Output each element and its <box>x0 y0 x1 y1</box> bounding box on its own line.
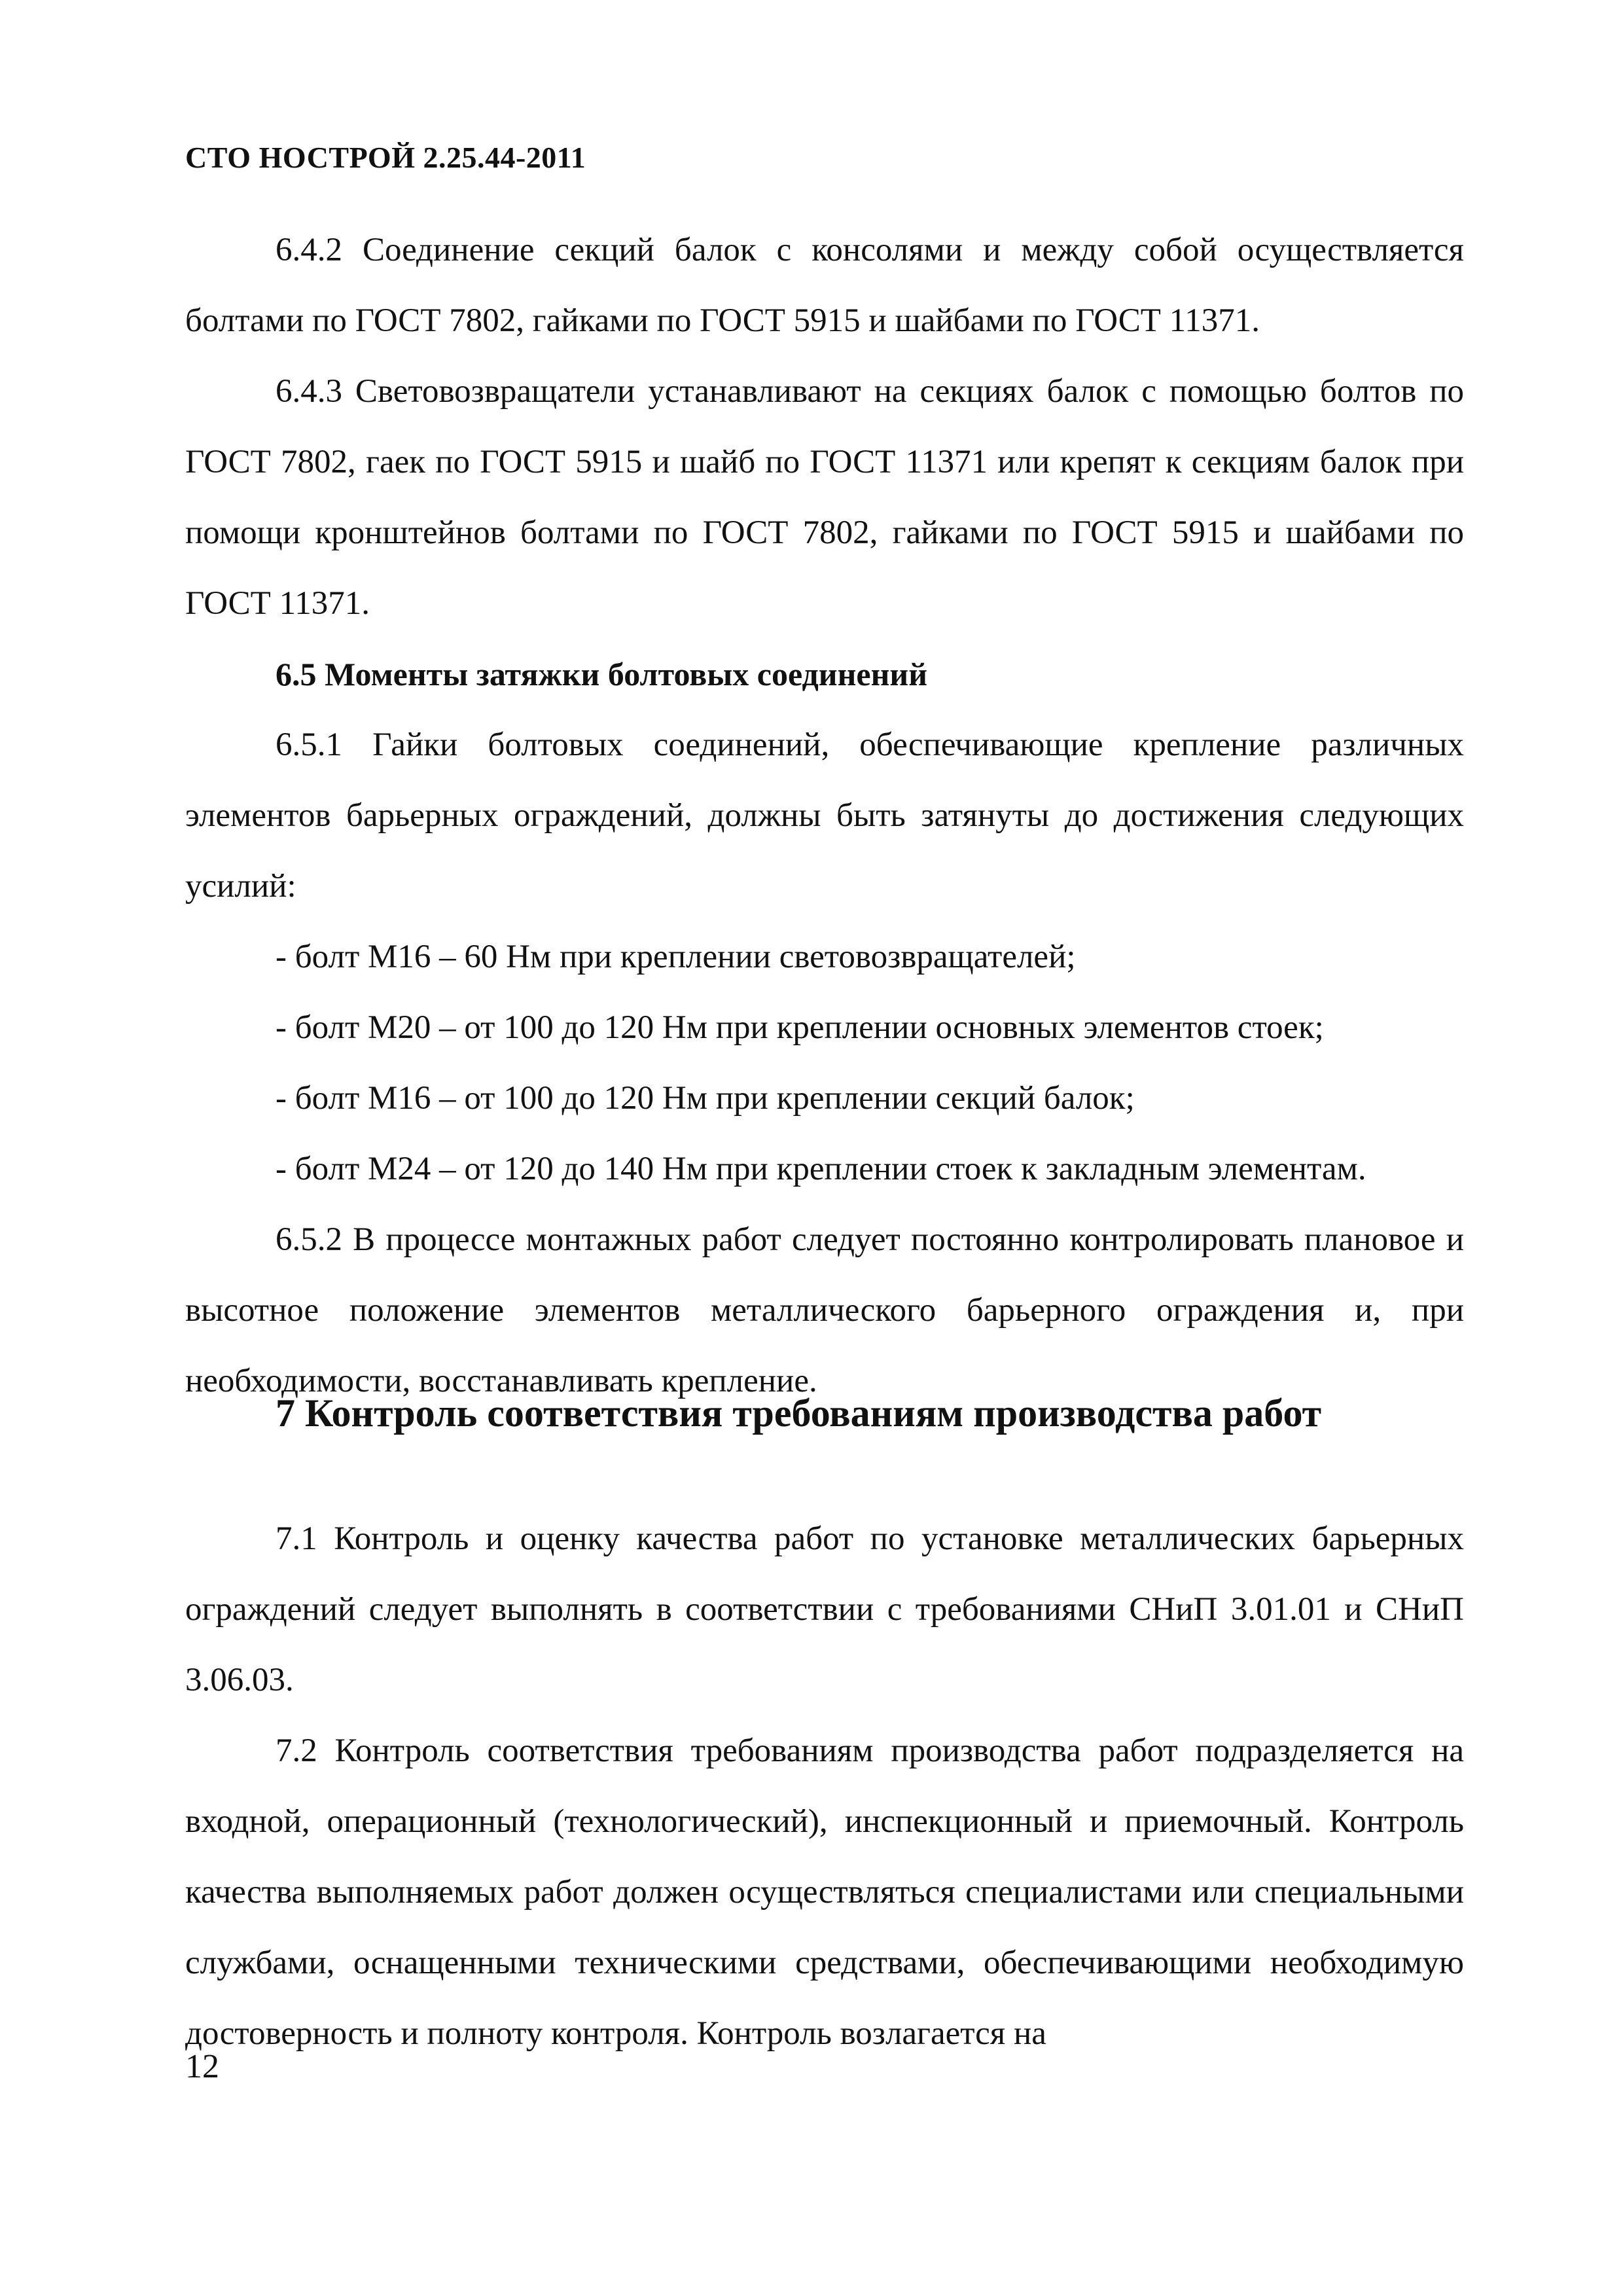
page-number: 12 <box>185 2048 219 2085</box>
paragraph-7-1: 7.1 Контроль и оценку качества работ по установке металлических барьерных ограждений следует выполнять в соответствии с требованиями СНиП 3.01.01 и СНиП 3.06.03. <box>185 1520 1464 1698</box>
subsection-heading-6-5: 6.5 Моменты затяжки болтовых соединений <box>276 656 928 692</box>
paragraph-6-5-2: 6.5.2 В процессе монтажных работ следует постоянно контролировать плановое и высотное положение элементов металлического барьерного ограждения и, при необходимости, восстанавливать крепление. <box>185 1221 1464 1399</box>
bullet-item: - болт М16 – от 100 до 120 Нм при креплении секций балок; <box>276 1080 1135 1117</box>
bullet-item: - болт М24 – от 120 до 140 Нм при креплении стоек к закладным элементам. <box>276 1151 1366 1187</box>
paragraph-6-4-3: 6.4.3 Световозвращатели устанавливают на секциях балок с помощью болтов по ГОСТ 7802, гаек по ГОСТ 5915 и шайб по ГОСТ 11371 или крепят к секциям балок при помощи кронштейнов болтами по ГОСТ 7802, гайками по ГОСТ 5915 и шайбами по ГОСТ 11371. <box>185 373 1464 622</box>
section-6-text-block <box>185 215 1464 1416</box>
section-7-text-block <box>185 1503 1464 2069</box>
paragraph-6-5-1: 6.5.1 Гайки болтовых соединений, обеспечивающие крепление различных элементов барьерных ограждений, должны быть затянуты до достижения следующих усилий: <box>185 726 1464 905</box>
bullet-item: - болт М16 – 60 Нм при креплении световозвращателей; <box>276 939 1076 975</box>
section-7-title: 7 Контроль соответствия требованиям производства работ <box>276 1391 1322 1435</box>
document-header-code: СТО НОСТРОЙ 2.25.44-2011 <box>185 141 586 174</box>
paragraph-6-4-2: 6.4.2 Соединение секций балок с консолями и между собой осуществляется болтами по ГОСТ 7802, гайками по ГОСТ 5915 и шайбами по ГОСТ 11371. <box>185 232 1464 339</box>
bullet-item: - болт М20 – от 100 до 120 Нм при креплении основных элементов стоек; <box>276 1009 1324 1046</box>
paragraph-7-2: 7.2 Контроль соответствия требованиям производства работ подразделяется на входной, операционный (технологический), инспекционный и приемочный. Контроль качества выполняемых работ должен осуществляться специалистами или специальными службами, оснащенными техническими средствами, обеспечивающими необходимую достоверность и полноту контроля. Контроль возлагается на <box>185 1732 1464 2052</box>
